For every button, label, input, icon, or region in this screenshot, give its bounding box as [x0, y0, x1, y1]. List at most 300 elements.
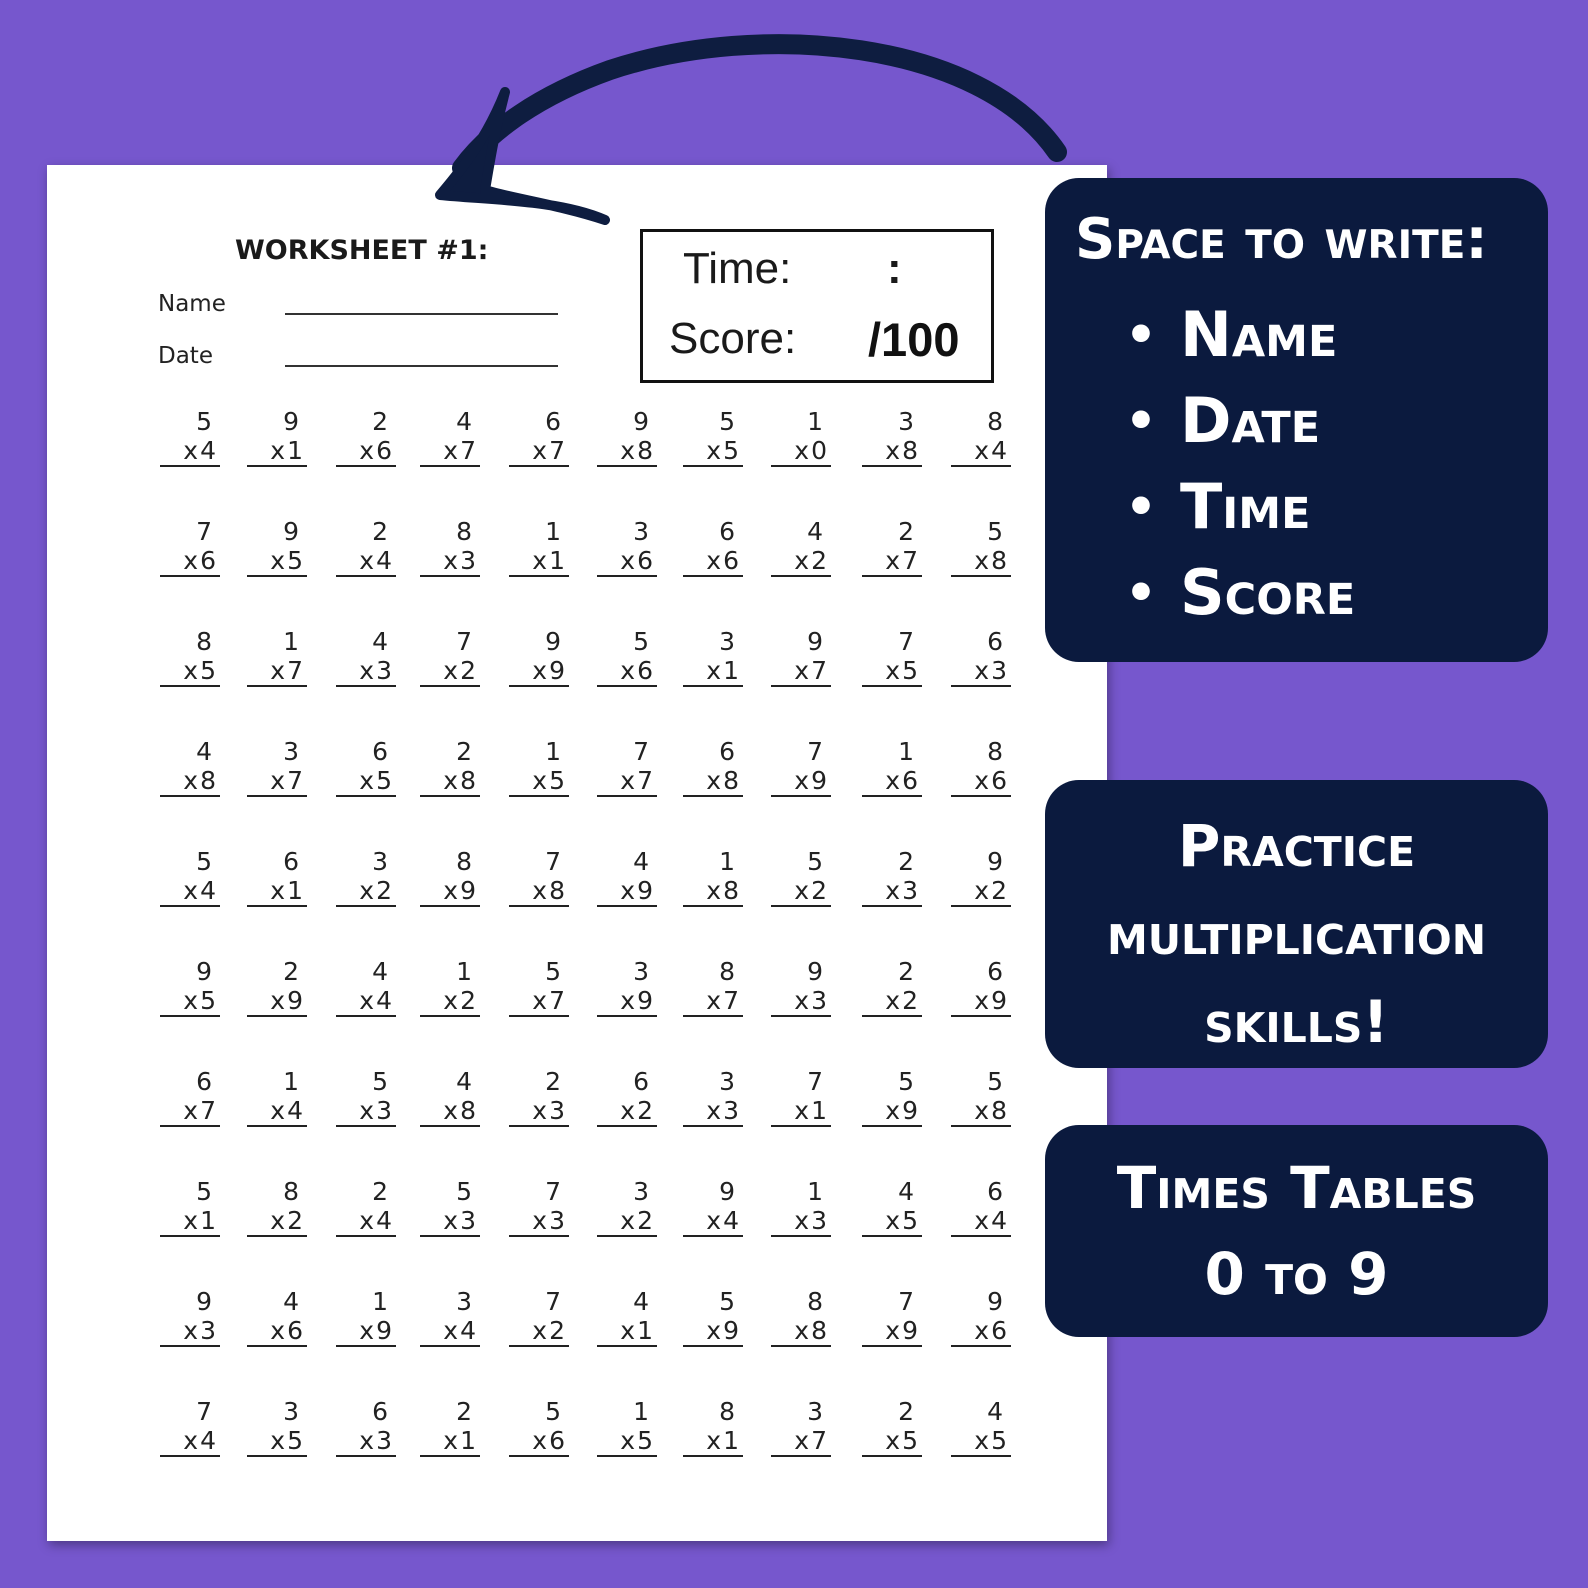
multiplicand: 5	[987, 517, 1003, 546]
multiplier: x5	[862, 1207, 922, 1237]
problem-r3-c1	[160, 627, 220, 687]
list-item-label: Time	[1180, 470, 1311, 543]
multiplicand: 5	[196, 407, 212, 436]
problem-r6-c6	[597, 957, 657, 1017]
problem-r5-c5	[509, 847, 569, 907]
multiplicand: 5	[719, 1287, 735, 1316]
multiplicand: 1	[898, 737, 914, 766]
multiplier: x6	[336, 437, 396, 467]
multiplicand: 7	[898, 1287, 914, 1316]
multiplicand: 5	[987, 1067, 1003, 1096]
problem-r1-c10	[951, 407, 1011, 467]
multiplier: x9	[336, 1317, 396, 1347]
multiplier: x6	[951, 767, 1011, 797]
problem-r3-c8	[771, 627, 831, 687]
multiplier: x8	[420, 1097, 480, 1127]
multiplicand: 1	[283, 627, 299, 656]
multiplier: x2	[509, 1317, 569, 1347]
multiplier: x9	[420, 877, 480, 907]
multiplicand: 7	[545, 847, 561, 876]
problem-r8-c4	[420, 1177, 480, 1237]
problem-r4-c3	[336, 737, 396, 797]
multiplier: x7	[771, 1427, 831, 1457]
problem-r2-c1	[160, 517, 220, 577]
problem-r7-c1	[160, 1067, 220, 1127]
multiplicand: 8	[456, 847, 472, 876]
multiplicand: 8	[807, 1287, 823, 1316]
problem-r9-c2	[247, 1287, 307, 1347]
bullet-icon: •	[1125, 478, 1157, 536]
problem-r7-c10	[951, 1067, 1011, 1127]
problem-r1-c1	[160, 407, 220, 467]
multiplier: x9	[951, 987, 1011, 1017]
multiplicand: 3	[372, 847, 388, 876]
problem-r6-c10	[951, 957, 1011, 1017]
multiplier: x9	[597, 987, 657, 1017]
multiplier: x6	[597, 657, 657, 687]
multiplicand: 5	[719, 407, 735, 436]
multiplier: x2	[420, 657, 480, 687]
multiplier: x8	[771, 1317, 831, 1347]
multiplier: x5	[862, 657, 922, 687]
tables-line-2: 0 to 9	[1204, 1240, 1389, 1308]
multiplier: x9	[862, 1317, 922, 1347]
multiplier: x4	[336, 1207, 396, 1237]
multiplier: x6	[509, 1427, 569, 1457]
multiplicand: 3	[633, 1177, 649, 1206]
problem-r9-c10	[951, 1287, 1011, 1347]
multiplier: x3	[336, 1427, 396, 1457]
multiplier: x1	[420, 1427, 480, 1457]
problem-r10-c2	[247, 1397, 307, 1457]
multiplier: x1	[509, 547, 569, 577]
multiplicand: 3	[633, 957, 649, 986]
multiplicand: 2	[372, 1177, 388, 1206]
problem-grid	[47, 165, 1107, 1541]
multiplicand: 1	[719, 847, 735, 876]
problem-r4-c2	[247, 737, 307, 797]
multiplier: x5	[509, 767, 569, 797]
problem-r1-c8	[771, 407, 831, 467]
problem-r10-c4	[420, 1397, 480, 1457]
list-item	[1125, 292, 1548, 378]
multiplier: x6	[247, 1317, 307, 1347]
list-item-label: Date	[1180, 384, 1321, 457]
multiplicand: 8	[719, 1397, 735, 1426]
problem-r3-c7	[683, 627, 743, 687]
multiplier: x3	[420, 547, 480, 577]
problem-r5-c7	[683, 847, 743, 907]
multiplier: x3	[336, 1097, 396, 1127]
multiplier: x7	[509, 987, 569, 1017]
multiplicand: 5	[545, 957, 561, 986]
multiplicand: 7	[196, 1397, 212, 1426]
multiplicand: 5	[898, 1067, 914, 1096]
multiplier: x5	[951, 1427, 1011, 1457]
problem-r9-c7	[683, 1287, 743, 1347]
multiplier: x3	[951, 657, 1011, 687]
multiplicand: 8	[456, 517, 472, 546]
bullet-icon: •	[1125, 392, 1157, 450]
problem-r2-c2	[247, 517, 307, 577]
multiplicand: 2	[545, 1067, 561, 1096]
multiplicand: 2	[456, 1397, 472, 1426]
multiplier: x2	[336, 877, 396, 907]
multiplicand: 7	[545, 1177, 561, 1206]
problem-r9-c5	[509, 1287, 569, 1347]
problem-r1-c5	[509, 407, 569, 467]
multiplicand: 6	[196, 1067, 212, 1096]
list-item	[1125, 378, 1548, 464]
multiplier: x4	[160, 1427, 220, 1457]
multiplicand: 1	[545, 737, 561, 766]
problem-r6-c1	[160, 957, 220, 1017]
problem-r5-c3	[336, 847, 396, 907]
problem-r4-c6	[597, 737, 657, 797]
multiplier: x7	[247, 767, 307, 797]
practice-line-3: skills!	[1204, 988, 1389, 1056]
multiplier: x3	[509, 1207, 569, 1237]
multiplicand: 7	[456, 627, 472, 656]
multiplicand: 4	[898, 1177, 914, 1206]
problem-r1-c2	[247, 407, 307, 467]
multiplier: x2	[247, 1207, 307, 1237]
multiplicand: 6	[987, 627, 1003, 656]
multiplier: x1	[771, 1097, 831, 1127]
multiplicand: 8	[196, 627, 212, 656]
problem-r1-c7	[683, 407, 743, 467]
problem-r4-c10	[951, 737, 1011, 797]
multiplier: x5	[862, 1427, 922, 1457]
multiplier: x8	[683, 877, 743, 907]
multiplier: x0	[771, 437, 831, 467]
multiplicand: 9	[196, 957, 212, 986]
list-item-label: Score	[1180, 556, 1356, 629]
problem-r4-c5	[509, 737, 569, 797]
multiplicand: 4	[283, 1287, 299, 1316]
multiplicand: 3	[283, 1397, 299, 1426]
multiplicand: 5	[196, 1177, 212, 1206]
problem-r3-c10	[951, 627, 1011, 687]
worksheet-page	[47, 165, 1107, 1541]
multiplier: x2	[597, 1097, 657, 1127]
problem-r1-c4	[420, 407, 480, 467]
problem-r10-c3	[336, 1397, 396, 1457]
multiplicand: 6	[372, 737, 388, 766]
multiplier: x5	[597, 1427, 657, 1457]
multiplicand: 3	[807, 1397, 823, 1426]
multiplicand: 4	[456, 1067, 472, 1096]
multiplicand: 2	[898, 957, 914, 986]
time-label: Time:	[683, 244, 792, 293]
practice-line-2: multiplication	[1106, 900, 1487, 968]
multiplier: x5	[247, 547, 307, 577]
problem-r6-c2	[247, 957, 307, 1017]
multiplier: x3	[771, 1207, 831, 1237]
problem-r10-c5	[509, 1397, 569, 1457]
problem-r7-c2	[247, 1067, 307, 1127]
multiplicand: 1	[545, 517, 561, 546]
problem-r3-c3	[336, 627, 396, 687]
multiplier: x3	[420, 1207, 480, 1237]
problem-r7-c8	[771, 1067, 831, 1127]
multiplier: x8	[862, 437, 922, 467]
problem-r6-c4	[420, 957, 480, 1017]
multiplicand: 1	[372, 1287, 388, 1316]
problem-r3-c4	[420, 627, 480, 687]
problem-r7-c5	[509, 1067, 569, 1127]
multiplicand: 1	[807, 407, 823, 436]
multiplicand: 6	[283, 847, 299, 876]
multiplier: x1	[683, 1427, 743, 1457]
multiplier: x2	[771, 547, 831, 577]
multiplier: x9	[683, 1317, 743, 1347]
multiplicand: 9	[807, 627, 823, 656]
multiplicand: 9	[196, 1287, 212, 1316]
multiplier: x7	[683, 987, 743, 1017]
score-label: Score:	[669, 314, 797, 363]
multiplier: x9	[509, 657, 569, 687]
problem-r2-c3	[336, 517, 396, 577]
multiplicand: 2	[898, 517, 914, 546]
problem-r7-c4	[420, 1067, 480, 1127]
multiplier: x3	[336, 657, 396, 687]
multiplicand: 9	[545, 627, 561, 656]
multiplicand: 6	[633, 1067, 649, 1096]
multiplicand: 5	[372, 1067, 388, 1096]
multiplicand: 6	[987, 957, 1003, 986]
problem-r2-c5	[509, 517, 569, 577]
multiplicand: 7	[807, 1067, 823, 1096]
date-label: Date	[158, 343, 213, 369]
problem-r1-c3	[336, 407, 396, 467]
practice-panel	[1045, 780, 1548, 1068]
multiplicand: 9	[987, 847, 1003, 876]
multiplicand: 8	[719, 957, 735, 986]
problem-r8-c1	[160, 1177, 220, 1237]
problem-r6-c8	[771, 957, 831, 1017]
multiplier: x8	[951, 1097, 1011, 1127]
multiplier: x4	[951, 1207, 1011, 1237]
multiplicand: 6	[719, 517, 735, 546]
multiplicand: 1	[456, 957, 472, 986]
multiplier: x2	[862, 987, 922, 1017]
multiplicand: 3	[898, 407, 914, 436]
problem-r6-c7	[683, 957, 743, 1017]
multiplier: x5	[160, 657, 220, 687]
problem-r9-c1	[160, 1287, 220, 1347]
problem-r8-c2	[247, 1177, 307, 1237]
problem-r6-c3	[336, 957, 396, 1017]
multiplicand: 9	[719, 1177, 735, 1206]
multiplier: x8	[597, 437, 657, 467]
problem-r8-c8	[771, 1177, 831, 1237]
multiplier: x7	[420, 437, 480, 467]
problem-r10-c1	[160, 1397, 220, 1457]
multiplier: x3	[862, 877, 922, 907]
multiplier: x5	[336, 767, 396, 797]
multiplicand: 4	[633, 847, 649, 876]
multiplier: x6	[951, 1317, 1011, 1347]
multiplicand: 5	[545, 1397, 561, 1426]
bullet-icon: •	[1125, 564, 1157, 622]
problem-r5-c2	[247, 847, 307, 907]
multiplier: x2	[420, 987, 480, 1017]
problem-r7-c9	[862, 1067, 922, 1127]
problem-r9-c4	[420, 1287, 480, 1347]
multiplier: x4	[247, 1097, 307, 1127]
multiplier: x2	[597, 1207, 657, 1237]
problem-r5-c9	[862, 847, 922, 907]
multiplicand: 8	[987, 407, 1003, 436]
multiplier: x7	[160, 1097, 220, 1127]
multiplier: x7	[509, 437, 569, 467]
multiplier: x1	[247, 437, 307, 467]
problem-r5-c6	[597, 847, 657, 907]
multiplier: x2	[771, 877, 831, 907]
multiplier: x9	[597, 877, 657, 907]
multiplier: x4	[683, 1207, 743, 1237]
space-list	[1075, 292, 1548, 636]
multiplier: x8	[160, 767, 220, 797]
multiplicand: 6	[719, 737, 735, 766]
problem-r1-c9	[862, 407, 922, 467]
problem-r5-c8	[771, 847, 831, 907]
multiplier: x7	[771, 657, 831, 687]
problem-r10-c9	[862, 1397, 922, 1457]
multiplicand: 1	[283, 1067, 299, 1096]
problem-r10-c8	[771, 1397, 831, 1457]
multiplicand: 2	[372, 407, 388, 436]
multiplicand: 4	[372, 627, 388, 656]
multiplier: x5	[160, 987, 220, 1017]
multiplicand: 6	[545, 407, 561, 436]
problem-r4-c4	[420, 737, 480, 797]
problem-r6-c5	[509, 957, 569, 1017]
problem-r2-c8	[771, 517, 831, 577]
multiplicand: 9	[807, 957, 823, 986]
problem-r8-c5	[509, 1177, 569, 1237]
problem-r9-c6	[597, 1287, 657, 1347]
multiplicand: 4	[633, 1287, 649, 1316]
problem-r2-c7	[683, 517, 743, 577]
bullet-icon: •	[1125, 306, 1157, 364]
multiplicand: 4	[196, 737, 212, 766]
multiplier: x7	[862, 547, 922, 577]
multiplier: x6	[862, 767, 922, 797]
multiplier: x5	[683, 437, 743, 467]
multiplier: x7	[247, 657, 307, 687]
multiplier: x9	[247, 987, 307, 1017]
problem-r8-c7	[683, 1177, 743, 1237]
practice-line-1: Practice	[1177, 812, 1416, 880]
problem-r2-c4	[420, 517, 480, 577]
problem-r2-c9	[862, 517, 922, 577]
multiplier: x1	[597, 1317, 657, 1347]
multiplicand: 8	[283, 1177, 299, 1206]
problem-r4-c1	[160, 737, 220, 797]
problem-r8-c9	[862, 1177, 922, 1237]
multiplicand: 2	[283, 957, 299, 986]
multiplier: x8	[420, 767, 480, 797]
problem-r9-c8	[771, 1287, 831, 1347]
multiplicand: 5	[633, 627, 649, 656]
multiplier: x2	[951, 877, 1011, 907]
multiplicand: 3	[719, 1067, 735, 1096]
problem-r3-c6	[597, 627, 657, 687]
multiplier: x3	[771, 987, 831, 1017]
time-separator: :	[887, 244, 902, 293]
multiplier: x8	[509, 877, 569, 907]
multiplicand: 7	[545, 1287, 561, 1316]
multiplicand: 9	[633, 407, 649, 436]
problem-r4-c8	[771, 737, 831, 797]
problem-r9-c3	[336, 1287, 396, 1347]
multiplicand: 7	[807, 737, 823, 766]
problem-r2-c6	[597, 517, 657, 577]
problem-r8-c3	[336, 1177, 396, 1237]
multiplier: x4	[160, 877, 220, 907]
multiplier: x9	[771, 767, 831, 797]
multiplicand: 4	[456, 407, 472, 436]
score-total: /100	[868, 313, 960, 366]
multiplier: x9	[862, 1097, 922, 1127]
multiplicand: 5	[807, 847, 823, 876]
problem-r5-c4	[420, 847, 480, 907]
multiplier: x1	[683, 657, 743, 687]
problem-r2-c10	[951, 517, 1011, 577]
space-heading: Space to write:	[1075, 207, 1488, 272]
problem-r10-c6	[597, 1397, 657, 1457]
multiplier: x5	[247, 1427, 307, 1457]
multiplicand: 2	[456, 737, 472, 766]
tables-line-1: Times Tables	[1116, 1154, 1477, 1222]
problem-r3-c9	[862, 627, 922, 687]
multiplicand: 4	[372, 957, 388, 986]
multiplier: x4	[951, 437, 1011, 467]
multiplier: x4	[420, 1317, 480, 1347]
multiplier: x4	[336, 987, 396, 1017]
multiplicand: 2	[898, 1397, 914, 1426]
worksheet-title: WORKSHEET #1:	[235, 235, 489, 266]
problem-r9-c9	[862, 1287, 922, 1347]
multiplier: x4	[336, 547, 396, 577]
multiplicand: 1	[807, 1177, 823, 1206]
multiplicand: 3	[719, 627, 735, 656]
problem-r7-c7	[683, 1067, 743, 1127]
name-label: Name	[158, 291, 226, 317]
list-item	[1125, 464, 1548, 550]
multiplicand: 4	[987, 1397, 1003, 1426]
problem-r5-c10	[951, 847, 1011, 907]
multiplier: x6	[683, 547, 743, 577]
times-tables-panel	[1045, 1125, 1548, 1337]
multiplicand: 1	[633, 1397, 649, 1426]
problem-r4-c9	[862, 737, 922, 797]
multiplicand: 2	[372, 517, 388, 546]
problem-r7-c6	[597, 1067, 657, 1127]
multiplicand: 7	[196, 517, 212, 546]
multiplier: x3	[160, 1317, 220, 1347]
multiplier: x1	[160, 1207, 220, 1237]
multiplicand: 3	[633, 517, 649, 546]
multiplier: x3	[683, 1097, 743, 1127]
space-to-write-panel	[1045, 178, 1548, 662]
problem-r8-c10	[951, 1177, 1011, 1237]
multiplicand: 7	[898, 627, 914, 656]
problem-r6-c9	[862, 957, 922, 1017]
problem-r3-c5	[509, 627, 569, 687]
